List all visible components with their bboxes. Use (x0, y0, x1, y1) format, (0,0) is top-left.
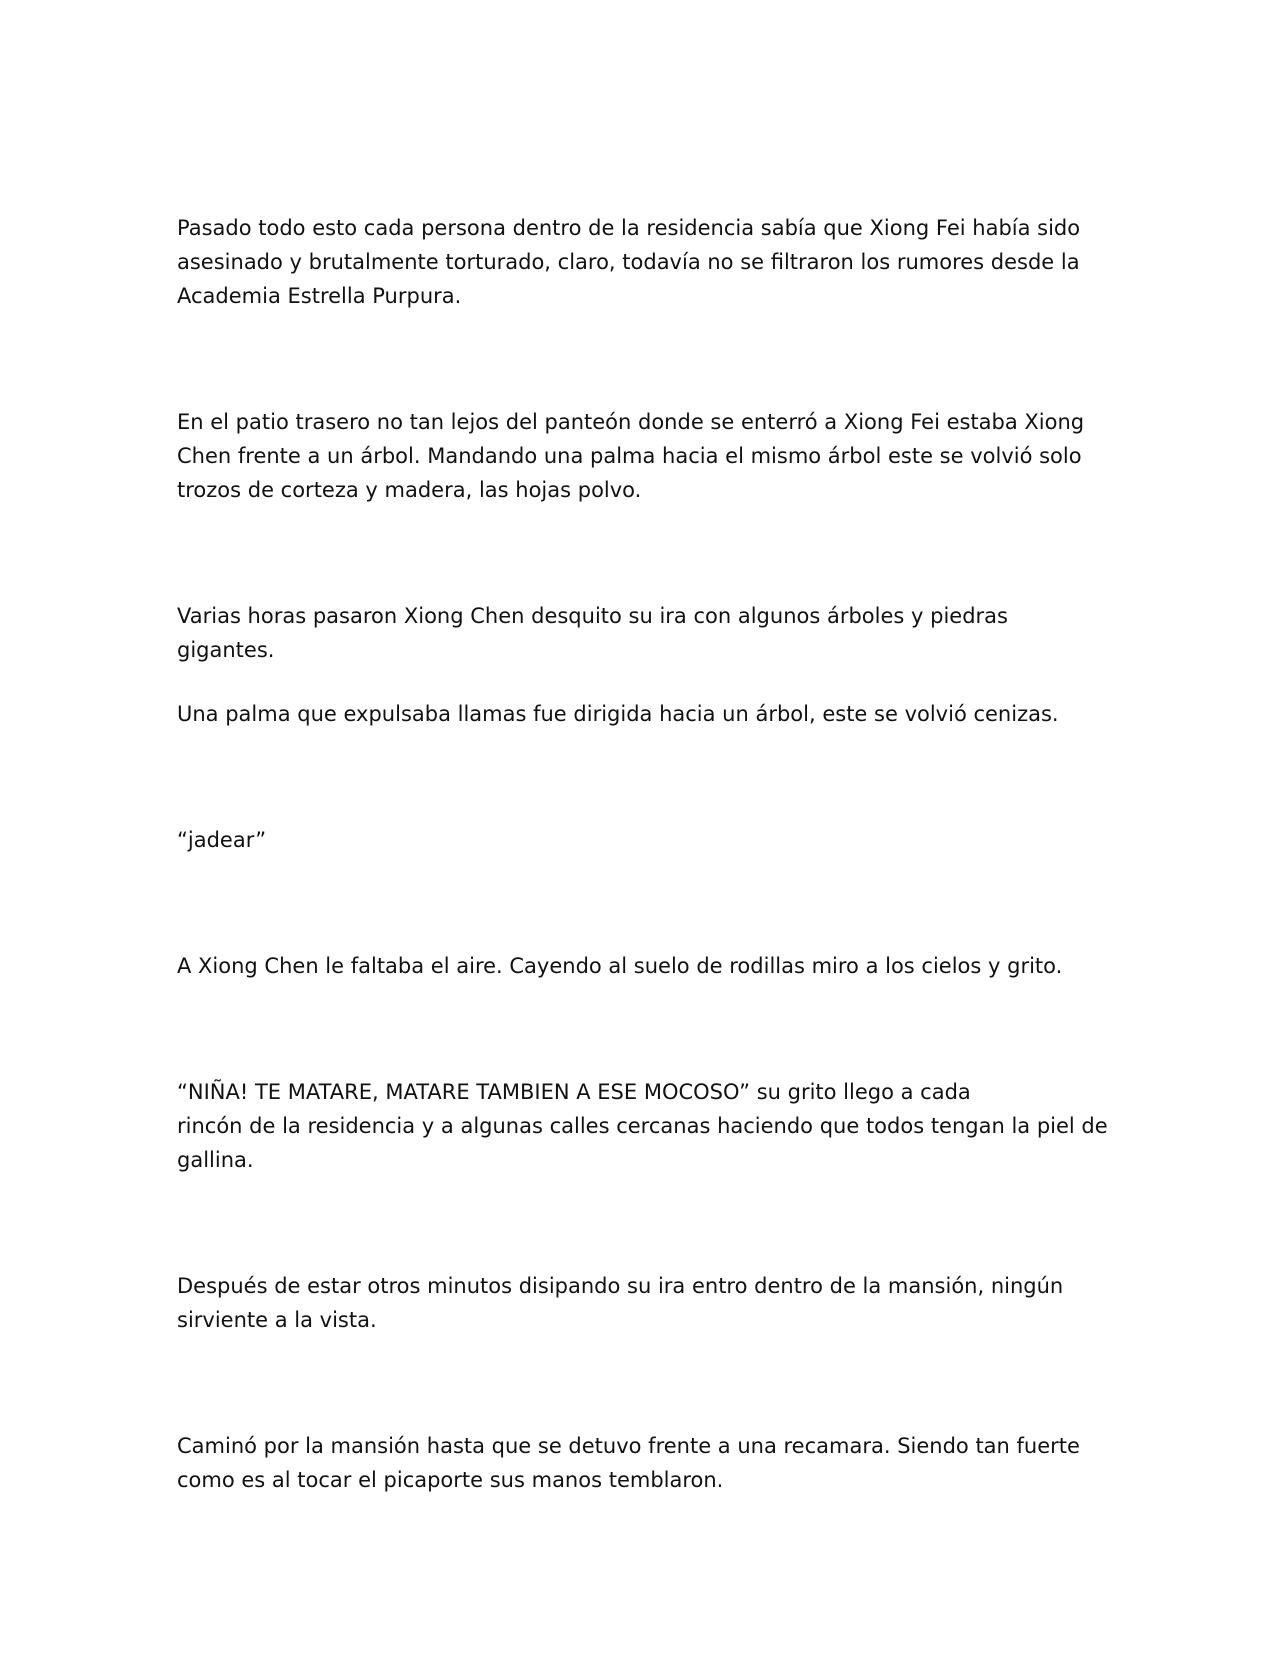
paragraph-line: como es al tocar el picaporte sus manos temblaron. (177, 1468, 724, 1492)
paragraph-line: gigantes. (177, 638, 275, 662)
paragraph-9 (177, 1429, 1097, 1497)
paragraph-line: Varias horas pasaron Xiong Chen desquito su ira con algunos árboles y piedras (177, 604, 1008, 628)
paragraph-line: Academia Estrella Purpura. (177, 284, 462, 308)
paragraph-line: En el patio trasero no tan lejos del panteón donde se enterró a Xiong Fei estaba Xiong (177, 410, 1085, 434)
paragraph-line: Una palma que expulsaba llamas fue dirigida hacia un árbol, este se volvió cenizas. (177, 702, 1059, 726)
paragraph-line: Pasado todo esto cada persona dentro de la residencia sabía que Xiong Fei había sido (177, 216, 1081, 240)
paragraph-line: rincón de la residencia y a algunas calles cercanas haciendo que todos tengan la piel de (177, 1114, 1108, 1138)
paragraph-8 (177, 1269, 1097, 1337)
paragraph-line: gallina. (177, 1148, 254, 1172)
paragraph-line: asesinado y brutalmente torturado, claro, todavía no se filtraron los rumores desde la (177, 250, 1080, 274)
paragraph-line: “jadear” (177, 828, 267, 852)
paragraph-6 (177, 949, 1097, 983)
paragraph-5 (177, 823, 1097, 857)
paragraph-7 (177, 1075, 1108, 1177)
paragraph-3 (177, 599, 1097, 667)
paragraph-4 (177, 697, 1097, 731)
paragraph-line: “NIÑA! TE MATARE, MATARE TAMBIEN A ESE MOCOSO” su grito llego a cada (177, 1080, 971, 1104)
paragraph-1 (177, 211, 1097, 313)
paragraph-line: Después de estar otros minutos disipando su ira entro dentro de la mansión, ningún (177, 1274, 1064, 1298)
paragraph-2 (177, 405, 1097, 507)
paragraph-line: trozos de corteza y madera, las hojas polvo. (177, 478, 642, 502)
paragraph-line: A Xiong Chen le faltaba el aire. Cayendo al suelo de rodillas miro a los cielos y grito. (177, 954, 1063, 978)
paragraph-line: sirviente a la vista. (177, 1308, 377, 1332)
paragraph-line: Caminó por la mansión hasta que se detuvo frente a una recamara. Siendo tan fuerte (177, 1434, 1080, 1458)
paragraph-line: Chen frente a un árbol. Mandando una palma hacia el mismo árbol este se volvió solo (177, 444, 1082, 468)
